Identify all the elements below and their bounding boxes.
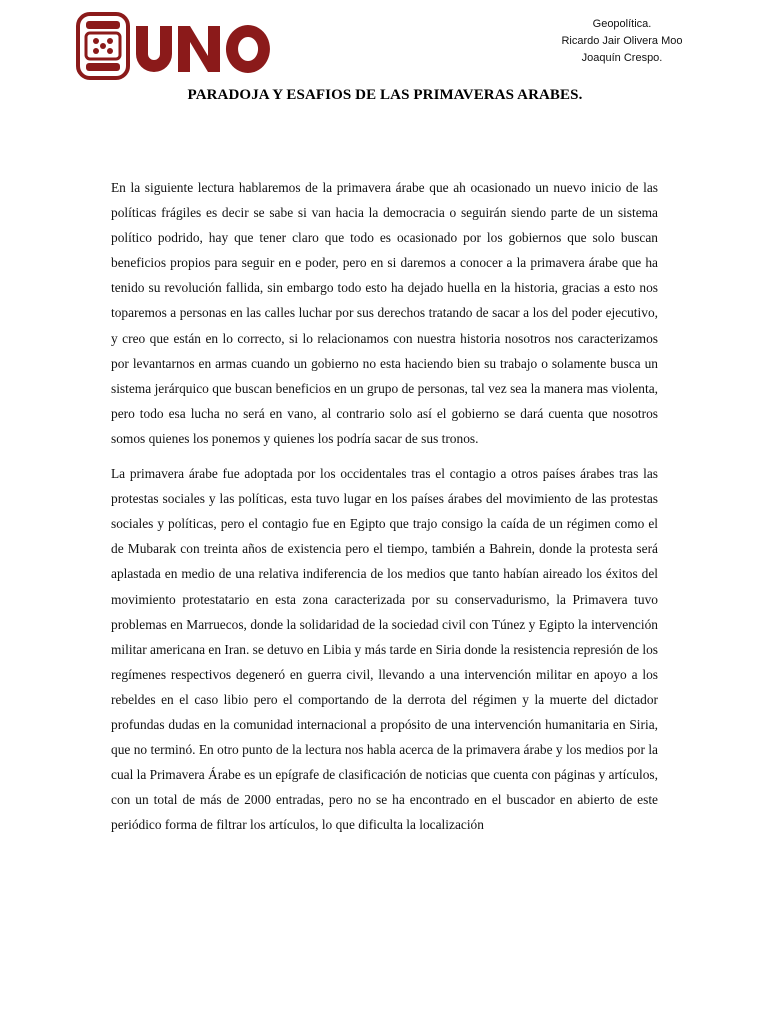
- author-name: Ricardo Jair Olivera Moo: [561, 35, 683, 47]
- header-info: [512, 16, 732, 67]
- paragraph: En la siguiente lectura hablaremos de la primavera árabe que ah ocasionado un nuevo inicio de las políticas frágiles es decir se sabe si van hacia la democracia o seguirán siendo parte de un sistema político podrido, hay que tener claro que todo es ocasionado por los gobiernos que solo buscan beneficios propios para seguir en e poder, pero en si daremos a conocer a la primavera árabe que ha tenido su revolución fallida, sin embargo todo esto ha dejado huella en la historia, gracias a esto nos toparemos a personas en las calles luchar por sus derechos tratando de sacar a los del poder ejecutivo, y creo que están en lo correcto, si lo relacionamos con nuestra historia nosotros nos caracterizamos por levantarnos en armas cuando un gobierno no esta haciendo bien su trabajo o solamente busca un sistema jerárquico que buscan beneficios en un grupo de personas, tal vez sea la manera mas violenta, pero todo esa lucha no será en vano, al contrario solo así el gobierno se dará cuenta que nosotros somos quienes los ponemos y quienes los podría sacar de sus tronos.: [111, 180, 658, 446]
- document-title: PARADOJA Y ESAFIOS DE LAS PRIMAVERAS ARABES.: [187, 87, 583, 103]
- document-body: [111, 175, 658, 847]
- university-logo: [76, 12, 272, 86]
- uno-logo-icon: [76, 12, 272, 86]
- course-name: Geopolítica.: [592, 18, 652, 30]
- paragraph: La primavera árabe fue adoptada por los occidentales tras el contagio a otros países árabes tras las protestas sociales y las políticas, esta tuvo lugar en los países árabes del movimiento de las protestas sociales y políticas, pero el contagio fue en Egipto que trajo consigo la caída de un régimen como el de Mubarak con treinta años de existencia pero el tiempo, también a Bahrein, donde la protesta será aplastada en medio de una relativa indiferencia de los medios que tanto habían aireado los éxitos del movimiento protestatario en esta zona caracterizada por su conservadurismo, la Primavera tuvo problemas en Marruecos, donde la solidaridad de la sociedad civil con Túnez y Egipto la intervención militar americana en Iran. se detuvo en Libia y más tarde en Siria donde la resistencia represión de los regímenes respectivos degeneró en guerra civil, llevando a una intervención militar en apoyo a los rebeldes en el caso libio pero el comportando de la derrota del régimen y la muerte del dictador profundas dudas en la comunidad internacional a propósito de una intervención humanitaria en Siria, que no terminó. En otro punto de la lectura nos habla acerca de la primavera árabe y los medios por la cual la Primavera Árabe es un epígrafe de clasificación de noticias que cuenta con páginas y artículos, con un total de más de 2000 entradas, pero no se ha encontrado en el buscador en abierto de este periódico forma de filtrar los artículos, lo que dificulta la localización: [111, 466, 658, 833]
- author-name: Joaquín Crespo.: [581, 52, 663, 64]
